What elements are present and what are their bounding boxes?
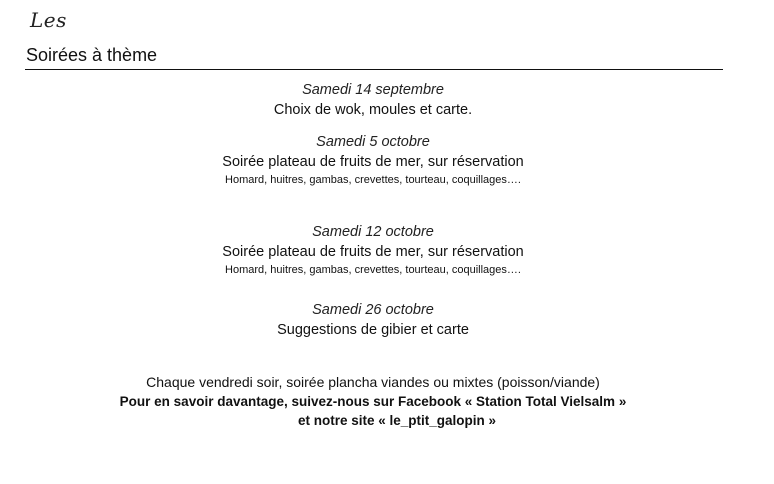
- event-1: [0, 80, 746, 120]
- footer-notes: [0, 373, 746, 430]
- event-3: [0, 222, 746, 278]
- page-title: Soirées à thème: [26, 45, 158, 65]
- title-underline-divider: [25, 69, 723, 70]
- footer-facebook-note: Pour en savoir davantage, suivez-nous sur Facebook « Station Total Vielsalm »: [119, 394, 627, 409]
- event-4: [0, 300, 746, 340]
- footer-plancha-note: Chaque vendredi soir, soirée plancha viandes ou mixtes (poisson/viande): [146, 374, 600, 390]
- event-2: [0, 132, 746, 188]
- event-title: Choix de wok, moules et carte.: [273, 102, 473, 118]
- event-date: Samedi 5 octobre: [316, 134, 430, 150]
- event-title: Soirée plateau de fruits de mer, sur réservation: [222, 244, 524, 260]
- event-detail: Homard, huitres, gambas, crevettes, tourteau, coquillages….: [225, 174, 521, 186]
- footer-site-note: et notre site « le_ptit_galopin »: [297, 413, 497, 428]
- event-date: Samedi 14 septembre: [302, 82, 444, 98]
- event-date: Samedi 26 octobre: [312, 302, 434, 318]
- event-title: Suggestions de gibier et carte: [277, 322, 469, 338]
- event-title: Soirée plateau de fruits de mer, sur réservation: [222, 154, 524, 170]
- script-heading-word: Les: [30, 8, 67, 32]
- event-detail: Homard, huitres, gambas, crevettes, tourteau, coquillages….: [225, 264, 521, 276]
- event-date: Samedi 12 octobre: [312, 224, 434, 240]
